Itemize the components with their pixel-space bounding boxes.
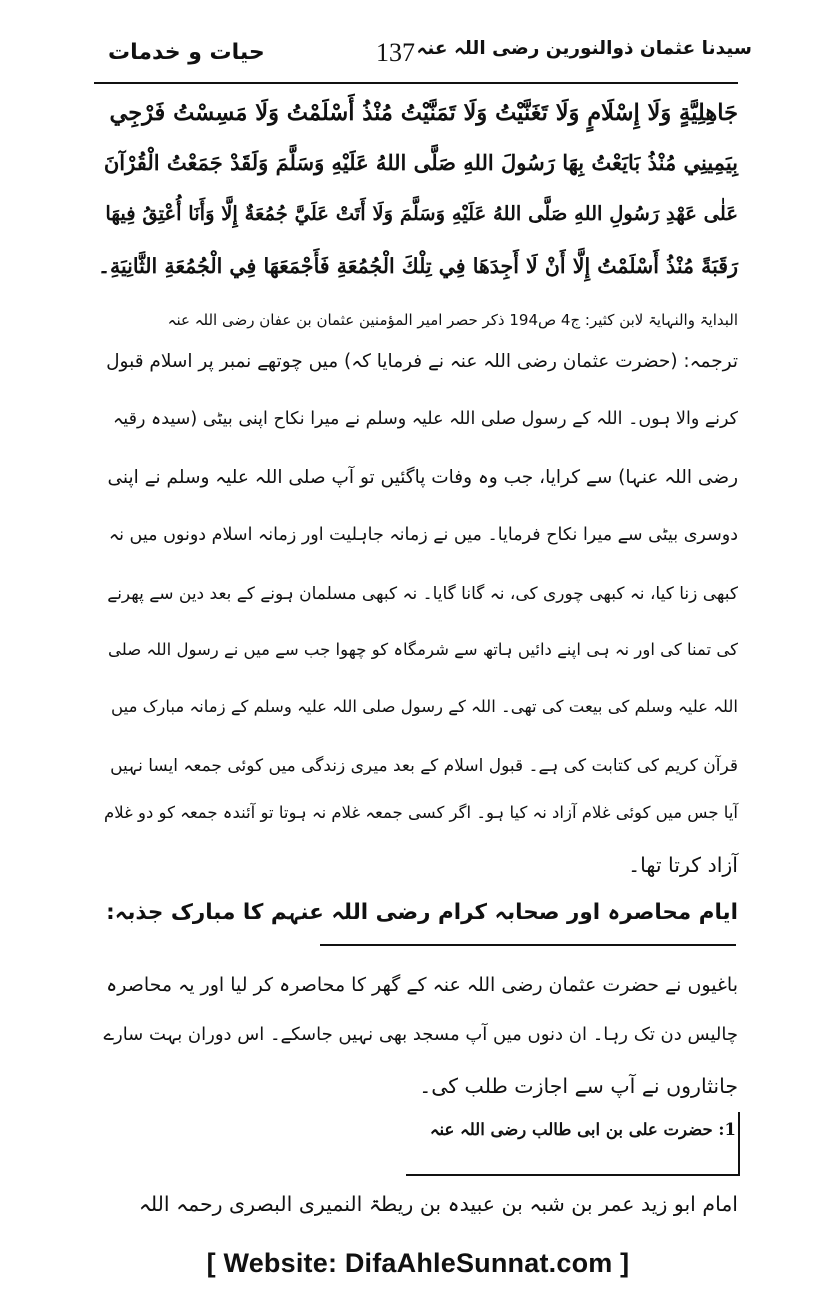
translation-line: کرنے والا ہوں۔ اللہ کے رسول صلی اللہ علیہ وسلم نے میرا نکاح اپنی بیٹی (سیدہ رقیہ	[113, 409, 738, 429]
translation-line: رضی اللہ عنہا) سے کرایا، جب وہ وفات پاگئیں تو آپ صلی اللہ علیہ وسلم نے اپنی	[107, 467, 738, 488]
source-reference: البدایۃ والنہایۃ لابن کثیر: ج4 ص194 ذکر حصر امیر المؤمنین عثمان بن عفان رضی اللہ عنہ	[167, 311, 738, 329]
translation-line: دوسری بیٹی سے میرا نکاح فرمایا۔ میں نے زمانہ جاہلیت اور زمانہ اسلام دونوں میں نہ	[108, 525, 738, 545]
header-rule	[94, 82, 738, 84]
translation-line: ترجمہ: (حضرت عثمان رضی اللہ عنہ نے فرمایا کہ) میں چوتھے نمبر پر اسلام قبول	[106, 351, 738, 372]
header-section-title: حیات و خدمات	[108, 40, 265, 65]
arabic-line: عَلٰى عَهْدِ رَسُولِ اللهِ صَلَّى اللهُ عَلَيْهِ وَسَلَّمَ وَلَا أَتَتْ عَلَيَّ جُمُعَةٌ إِلَّا وَأَنَا أُعْتِقُ فِيهَا	[105, 202, 738, 225]
arabic-line: جَاهِلِيَّةٍ وَلَا إِسْلَامٍ وَلَا تَغَنَّيْتُ وَلَا تَمَنَّيْتُ مُنْذُ أَسْلَمْتُ وَلَا مَسِسْتُ فَرْجِي	[109, 100, 738, 126]
translation-line: کبھی زنا کیا، نہ کبھی چوری کی، نہ گانا گایا۔ نہ کبھی مسلمان ہونے کے بعد دین سے پھرنے	[107, 584, 738, 604]
section-heading: ایام محاصرہ اور صحابہ کرام رضی اللہ عنہم کا مبارک جذبہ:	[106, 900, 738, 925]
translation-line: کی تمنا کی اور نہ ہی اپنے دائیں ہاتھ سے شرمگاہ کو چھوا جب سے میں نے رسول اللہ صلی	[108, 640, 738, 659]
translation-line: اللہ علیہ وسلم کی بیعت کی تھی۔ اللہ کے رسول صلی اللہ علیہ وسلم کے زمانہ مبارک میں	[111, 697, 738, 716]
header-book-title: سیدنا عثمان ذوالنورین رضی اللہ عنہ	[416, 38, 752, 59]
arabic-line: رَقَبَةً مُنْذُ أَسْلَمْتُ إِلَّا أَنْ لَا أَجِدَهَا فِي تِلْكَ الْجُمُعَةِ فَأَجْمَعَهَا فِي الْجُمُعَةِ الثَّانِيَةِ۔	[97, 254, 738, 278]
arabic-line: بِيَمِينِي مُنْذُ بَايَعْتُ بِهَا رَسُولَ اللهِ صَلَّى اللهُ عَلَيْهِ وَسَلَّمَ وَلَقَدْ جَمَعْتُ الْقُرْآنَ	[103, 150, 738, 175]
website-footer: [ Website: DifaAhleSunnat.com ]	[206, 1248, 630, 1278]
translation-line: آیا جس میں کوئی غلام آزاد نہ کیا ہو۔ اگر کسی جمعہ غلام نہ ہوتا تو آئندہ جمعہ کو دو غلام	[104, 803, 738, 822]
translation-line: آزاد کرتا تھا۔	[628, 853, 738, 877]
section-heading-rule	[320, 944, 736, 946]
sub-heading: 1: حضرت علی بن ابی طالب رضی اللہ عنہ	[429, 1120, 736, 1139]
page-number: 137	[376, 38, 415, 67]
narrator-line: امام ابو زید عمر بن شبہ بن عبیدہ بن ریطۃ النمیری البصری رحمہ اللہ	[138, 1192, 738, 1216]
paragraph-line: باغیوں نے حضرت عثمان رضی اللہ عنہ کے گھر کا محاصرہ کر لیا اور یہ محاصرہ	[106, 974, 738, 996]
paragraph-line: چالیس دن تک رہا۔ ان دنوں میں آپ مسجد بھی نہیں جاسکے۔ اس دوران بہت سارے	[103, 1024, 738, 1045]
translation-line: قرآن کریم کی کتابت کی ہے۔ قبول اسلام کے بعد میری زندگی میں کوئی جمعہ ایسا نہیں	[110, 756, 738, 776]
paragraph-line: جانثاروں نے آپ سے اجازت طلب کی۔	[419, 1074, 738, 1098]
